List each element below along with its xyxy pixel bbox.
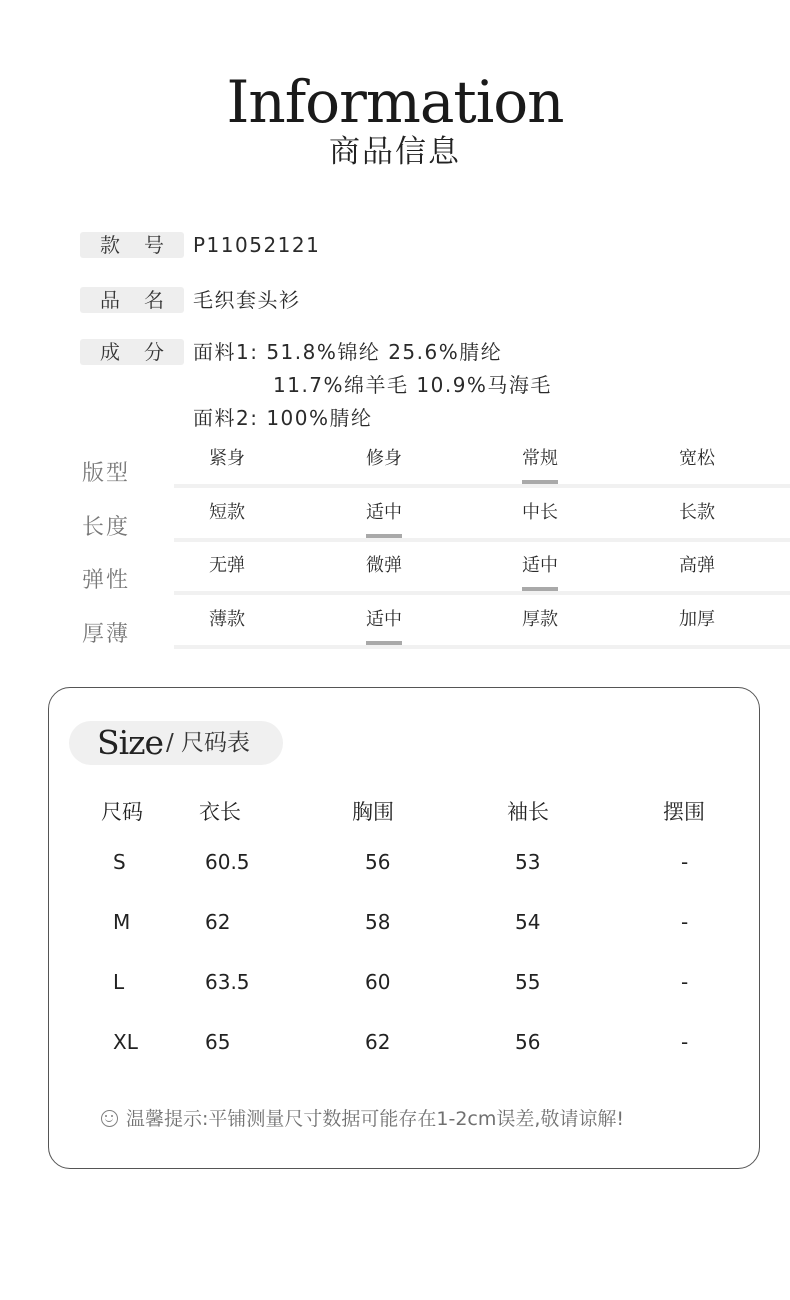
attribute-option: 无弹: [209, 555, 245, 576]
size-table-header: 胸围: [352, 800, 394, 824]
attribute-option: 薄款: [209, 609, 245, 630]
attribute-option: 加厚: [679, 609, 715, 630]
size-table-header: 尺码: [101, 800, 143, 824]
selected-indicator: [522, 587, 558, 591]
attribute-row: [82, 500, 722, 554]
size-table-cell: 62: [365, 1030, 391, 1054]
size-table-cell: 63.5: [205, 970, 250, 994]
attribute-option: 紧身: [209, 448, 245, 469]
selected-indicator: [522, 480, 558, 484]
composition-line-2: 11.7%绵羊毛 10.9%马海毛: [273, 373, 552, 397]
size-table-cell: M: [113, 910, 131, 934]
info-key: 款 号: [80, 232, 184, 258]
smiley-icon: [101, 1110, 118, 1127]
selected-indicator: [366, 641, 402, 645]
size-table-cell: 53: [515, 850, 541, 874]
size-table-cell: 55: [515, 970, 541, 994]
size-table-cell: 60: [365, 970, 391, 994]
size-table-cell: 58: [365, 910, 391, 934]
size-chart-heading: [69, 721, 283, 765]
attribute-option: 微弹: [366, 555, 402, 576]
size-table-header: 摆围: [663, 800, 705, 824]
attribute-option: 长款: [679, 502, 715, 523]
attribute-option: 修身: [366, 448, 402, 469]
size-heading-cn: / 尺码表: [166, 730, 251, 756]
measurement-tip: 温馨提示:平铺测量尺寸数据可能存在1-2cm误差,敬请谅解!: [101, 1104, 624, 1131]
attribute-label: 长度: [82, 515, 131, 540]
composition-line-1: 面料1: 51.8%锦纶 25.6%腈纶: [193, 340, 503, 364]
attribute-option: 适中: [366, 500, 402, 526]
attribute-option: 适中: [366, 607, 402, 633]
size-table-cell: 62: [205, 910, 231, 934]
attribute-track: [174, 484, 790, 488]
size-table-cell: 65: [205, 1030, 231, 1054]
attribute-track: [174, 538, 790, 542]
size-table-cell: 56: [515, 1030, 541, 1054]
composition-line-3: 面料2: 100%腈纶: [193, 406, 373, 430]
style-number-value: P11052121: [193, 233, 321, 257]
size-table-cell: S: [113, 850, 126, 874]
size-table-cell: -: [681, 1030, 689, 1054]
size-table-cell: XL: [113, 1030, 138, 1054]
size-table-cell: -: [681, 910, 689, 934]
size-table-cell: -: [681, 970, 689, 994]
attribute-track: [174, 591, 790, 595]
size-heading-en: Size: [97, 723, 164, 762]
attribute-option: 常规: [522, 446, 558, 472]
size-table-cell: 60.5: [205, 850, 250, 874]
attribute-label: 厚薄: [82, 622, 131, 647]
size-table-cell: 54: [515, 910, 541, 934]
size-table-header: 袖长: [507, 800, 549, 824]
attribute-label: 版型: [82, 461, 131, 486]
attribute-row: [82, 446, 722, 500]
info-title-cn: 商品信息: [329, 134, 461, 170]
attribute-option: 宽松: [679, 448, 715, 469]
size-table-header: 衣长: [199, 800, 241, 824]
attribute-row: [82, 607, 722, 661]
attribute-option: 中长: [522, 502, 558, 523]
attribute-label: 弹性: [82, 568, 131, 593]
info-title-en: Information: [226, 68, 564, 136]
info-key: 成 分: [80, 339, 184, 365]
product-name-value: 毛织套头衫: [193, 288, 301, 312]
attribute-track: [174, 645, 790, 649]
attribute-option: 高弹: [679, 555, 715, 576]
attribute-row: [82, 553, 722, 607]
attribute-option: 适中: [522, 553, 558, 579]
selected-indicator: [366, 534, 402, 538]
attribute-option: 短款: [209, 502, 245, 523]
size-chart-card: [48, 687, 760, 1169]
size-table-cell: L: [113, 970, 125, 994]
size-table-cell: 56: [365, 850, 391, 874]
size-table-cell: -: [681, 850, 689, 874]
info-key: 品 名: [80, 287, 184, 313]
attribute-option: 厚款: [522, 609, 558, 630]
